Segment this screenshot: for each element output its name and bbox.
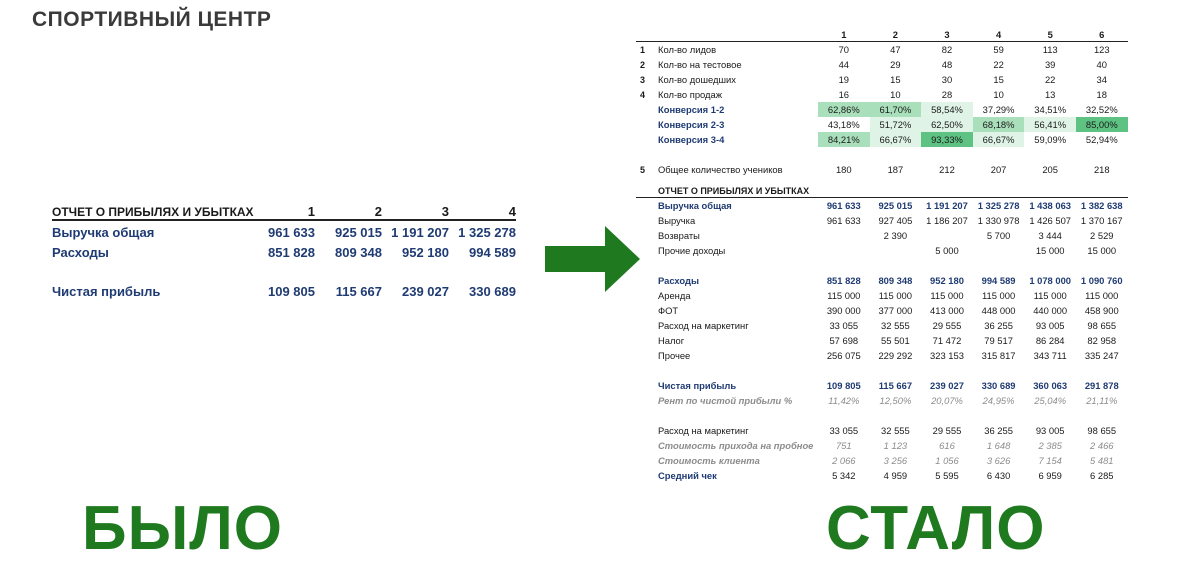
net-profit-row (636, 378, 1128, 393)
table-cell: 57 698 (829, 335, 859, 346)
table-cell: 34,51% (1034, 104, 1067, 115)
table-cell: 3 256 (883, 455, 908, 466)
row-label: Рент по чистой прибыли % (658, 395, 793, 406)
table-cell: 2 390 (883, 230, 908, 241)
table-cell: 5 595 (935, 470, 959, 481)
table-cell: 59,09% (1034, 134, 1067, 145)
table-cell: 1 382 638 (1080, 200, 1123, 211)
table-cell: 1 438 063 (1029, 200, 1072, 211)
table-cell: 218 (1093, 164, 1110, 175)
row-label: Чистая прибыль (52, 284, 161, 300)
table-cell: 29 555 (932, 320, 962, 331)
table-cell: 12,50% (879, 395, 912, 406)
pl-title: ОТЧЕТ О ПРИБЫЛЯХ И УБЫТКАХ (658, 185, 810, 196)
table-cell: 19 (838, 74, 850, 85)
table-cell: 1 325 278 (977, 200, 1020, 211)
table-cell: 37,29% (982, 104, 1015, 115)
row-label: Налог (658, 335, 685, 346)
table-cell: 59 (993, 44, 1004, 55)
table-cell: 28 (941, 89, 953, 100)
table-cell: 1 648 (986, 440, 1011, 451)
table-cell: 7 154 (1038, 455, 1062, 466)
table-row (636, 213, 1128, 228)
table-cell: 66,67% (870, 132, 922, 147)
row-label: Стоимость прихода на пробное (658, 440, 814, 451)
table-cell: 1 191 207 (391, 225, 449, 241)
table-cell: 115 000 (981, 290, 1016, 301)
row-label: Аренда (658, 290, 691, 301)
table-cell: 440 000 (1033, 305, 1068, 316)
table-cell: 86 284 (1035, 335, 1065, 346)
expenses-total-row (636, 273, 1128, 288)
table-cell: 82 (941, 44, 953, 55)
table-cell: 4 959 (883, 470, 908, 481)
column-header: 1 (841, 29, 847, 40)
table-cell: 93,33% (921, 132, 973, 147)
row-number: 5 (640, 164, 646, 175)
row-label: Конверсия 1-2 (658, 104, 725, 115)
table-cell: 330 689 (981, 380, 1016, 391)
column-header: 5 (1047, 29, 1053, 40)
table-cell: 2 529 (1090, 230, 1114, 241)
row-label: Расходы (658, 275, 699, 286)
table-cell: 205 (1042, 164, 1058, 175)
table-cell: 1 325 278 (458, 225, 516, 241)
conversion-row (636, 102, 1128, 117)
table-cell: 10 (890, 89, 901, 100)
table-row (636, 468, 1128, 483)
table-cell: 994 589 (469, 244, 516, 260)
before-report (52, 204, 516, 302)
table-cell: 33 055 (829, 425, 859, 436)
table-cell: 21,11% (1086, 395, 1118, 406)
table-cell: 6 430 (986, 470, 1011, 481)
table-cell: 751 (835, 440, 852, 451)
after-report (636, 28, 1128, 483)
table-cell: 2 066 (832, 455, 856, 466)
table-cell: 123 (1093, 44, 1110, 55)
table-cell: 40 (1096, 59, 1107, 70)
table-cell: 809 348 (335, 244, 382, 260)
table-header (636, 28, 1128, 42)
table-cell: 1 370 167 (1080, 215, 1123, 226)
row-label: Общее количество учеников (658, 164, 783, 175)
table-cell: 315 817 (981, 350, 1016, 361)
table-cell: 62,50% (921, 117, 973, 132)
row-number: 3 (640, 74, 646, 85)
row-label: Конверсия 2-3 (658, 119, 725, 130)
row-label: Возвраты (658, 230, 700, 241)
table-cell: 85,00% (1076, 117, 1128, 132)
column-header: 4 (995, 29, 1002, 40)
table-cell: 377 000 (878, 305, 913, 316)
before-report-header (52, 204, 516, 221)
table-row (636, 57, 1128, 72)
table-cell: 47 (890, 44, 901, 55)
table-cell: 229 292 (878, 350, 913, 361)
table-cell: 239 027 (402, 284, 449, 300)
table-cell: 113 (1042, 44, 1058, 55)
table-cell: 390 000 (826, 305, 861, 316)
conversion-row (636, 117, 1128, 132)
table-row (636, 333, 1128, 348)
row-label: Прочие доходы (658, 245, 726, 256)
table-cell: 20,07% (931, 395, 963, 406)
table-cell: 323 153 (930, 350, 964, 361)
table-row (636, 423, 1128, 438)
table-row (636, 228, 1128, 243)
table-cell: 25,04% (1034, 395, 1067, 406)
table-cell: 15 (890, 74, 901, 85)
table-cell: 1 330 978 (977, 215, 1020, 226)
row-label: Выручка общая (52, 225, 155, 241)
table-cell: 851 828 (826, 275, 861, 286)
page-title: СПОРТИВНЫЙ ЦЕНТР (32, 8, 272, 31)
table-cell: 15 (993, 74, 1004, 85)
table-cell: 2 385 (1038, 440, 1062, 451)
table-cell: 413 000 (930, 305, 964, 316)
table-cell: 22 (1044, 74, 1056, 85)
table-cell: 5 342 (832, 470, 856, 481)
table-cell: 925 015 (878, 200, 913, 211)
table-row (636, 318, 1128, 333)
table-cell: 82 958 (1087, 335, 1117, 346)
row-label: Кол-во дошедших (658, 74, 736, 85)
pl-header (636, 184, 1128, 198)
table-cell: 109 805 (268, 284, 315, 300)
table-cell: 13 (1044, 89, 1056, 100)
table-cell: 55 501 (881, 335, 910, 346)
revenue-total-row (636, 198, 1128, 213)
table-cell: 22 (993, 59, 1004, 70)
table-cell: 52,94% (1085, 134, 1118, 145)
table-cell: 58,54% (921, 102, 973, 117)
row-label: Стоимость клиента (658, 455, 760, 466)
spacer (636, 147, 1128, 162)
table-row (636, 243, 1128, 258)
table-cell: 212 (939, 164, 955, 175)
table-cell: 115 667 (878, 380, 913, 391)
table-row (636, 438, 1128, 453)
table-cell: 187 (887, 164, 904, 175)
before-net-profit-row (52, 282, 516, 302)
table-row (636, 42, 1128, 57)
table-cell: 5 481 (1090, 455, 1114, 466)
table-cell: 952 180 (930, 275, 964, 286)
table-cell: 1 090 760 (1080, 275, 1123, 286)
table-cell: 32 555 (881, 320, 910, 331)
table-cell: 36 255 (984, 425, 1013, 436)
table-cell: 33 055 (829, 320, 859, 331)
before-revenue-row (52, 223, 516, 243)
table-cell: 1 056 (935, 455, 959, 466)
row-label: Кол-во продаж (658, 89, 723, 100)
table-cell: 44 (838, 59, 850, 70)
table-cell: 15 000 (1035, 245, 1065, 256)
table-row (636, 87, 1128, 102)
table-cell: 952 180 (402, 244, 449, 260)
table-cell: 29 (890, 59, 901, 70)
conversion-row (636, 132, 1128, 147)
table-cell: 851 828 (268, 244, 315, 260)
column-header: 3 (944, 29, 950, 40)
table-cell: 51,72% (870, 117, 922, 132)
column-header: 4 (508, 204, 516, 219)
table-cell: 34 (1096, 74, 1107, 85)
table-cell: 180 (835, 164, 852, 175)
table-cell: 5 000 (935, 245, 959, 256)
table-cell: 239 027 (930, 380, 964, 391)
table-cell: 343 711 (1033, 350, 1067, 361)
table-cell: 56,41% (1024, 117, 1076, 132)
table-cell: 207 (990, 164, 1007, 175)
table-cell: 93 005 (1035, 425, 1065, 436)
table-cell: 79 517 (984, 335, 1013, 346)
table-cell: 48 (941, 59, 953, 70)
table-cell: 256 075 (826, 350, 861, 361)
table-cell: 39 (1044, 59, 1056, 70)
table-cell: 29 555 (932, 425, 962, 436)
spacer (636, 408, 1128, 423)
table-cell: 5 700 (986, 230, 1011, 241)
table-cell: 70 (838, 44, 850, 55)
column-header: 1 (307, 204, 315, 219)
row-label: Выручка общая (658, 200, 732, 211)
row-label: Расход на маркетинг (658, 425, 749, 436)
table-cell: 115 000 (930, 290, 964, 301)
table-cell: 330 689 (469, 284, 516, 300)
spacer (636, 363, 1128, 378)
row-label: Расход на маркетинг (658, 320, 749, 331)
table-cell: 115 000 (878, 290, 912, 301)
table-cell: 1 186 207 (926, 215, 968, 226)
row-label: Расходы (52, 244, 109, 260)
row-number: 4 (640, 89, 646, 100)
table-cell: 335 247 (1084, 350, 1119, 361)
column-header: 6 (1099, 29, 1105, 40)
table-cell: 360 063 (1033, 380, 1068, 391)
table-cell: 1 078 000 (1029, 275, 1072, 286)
table-cell: 1 191 207 (926, 200, 968, 211)
table-row (636, 72, 1128, 87)
table-cell: 3 626 (986, 455, 1011, 466)
table-cell: 291 878 (1084, 380, 1119, 391)
table-cell: 961 633 (826, 215, 861, 226)
before-report-title: ОТЧЕТ О ПРИБЫЛЯХ И УБЫТКАХ (52, 204, 254, 219)
after-label: СТАЛО (826, 494, 1046, 563)
table-cell: 927 405 (878, 215, 913, 226)
table-cell: 6 285 (1090, 470, 1114, 481)
table-cell: 66,67% (973, 132, 1025, 147)
table-cell: 1 426 507 (1029, 215, 1072, 226)
row-number: 1 (640, 44, 646, 55)
table-cell: 93 005 (1035, 320, 1065, 331)
spacer (636, 258, 1128, 273)
table-cell: 3 444 (1038, 230, 1062, 241)
table-cell: 109 805 (826, 380, 861, 391)
row-label: Выручка (658, 215, 696, 226)
row-label: Чистая прибыль (658, 380, 737, 391)
table-cell: 115 000 (827, 290, 861, 301)
row-label: Конверсия 3-4 (658, 134, 725, 145)
table-cell: 961 633 (268, 225, 315, 241)
table-cell: 458 900 (1084, 305, 1119, 316)
table-cell: 809 348 (878, 275, 913, 286)
table-cell: 32 555 (881, 425, 910, 436)
table-cell: 18 (1096, 89, 1107, 100)
table-cell: 994 589 (981, 275, 1016, 286)
table-row (636, 303, 1128, 318)
table-cell: 62,86% (818, 102, 870, 117)
table-cell: 61,70% (870, 102, 922, 117)
table-cell: 616 (939, 440, 955, 451)
table-cell: 68,18% (973, 117, 1025, 132)
table-cell: 115 000 (1085, 290, 1119, 301)
table-cell: 115 000 (1033, 290, 1067, 301)
table-row (636, 453, 1128, 468)
table-cell: 115 667 (335, 284, 382, 300)
right-arrow-icon (545, 226, 640, 292)
table-cell: 925 015 (335, 225, 382, 241)
table-row (636, 348, 1128, 363)
table-cell: 11,42% (828, 395, 860, 406)
table-cell: 84,21% (818, 132, 870, 147)
row-label: Кол-во на тестовое (658, 59, 742, 70)
table-cell: 448 000 (981, 305, 1016, 316)
table-cell: 98 655 (1087, 425, 1117, 436)
row-label: Средний чек (658, 470, 717, 481)
table-cell: 71 472 (932, 335, 962, 346)
column-header: 3 (441, 204, 449, 219)
row-label: ФОТ (658, 305, 679, 316)
table-cell: 43,18% (827, 119, 860, 130)
table-cell: 1 123 (883, 440, 908, 451)
table-cell: 16 (838, 89, 850, 100)
row-label: Кол-во лидов (658, 44, 717, 55)
table-cell: 2 466 (1090, 440, 1114, 451)
net-margin-row (636, 393, 1128, 408)
column-header: 2 (892, 29, 898, 40)
table-cell: 36 255 (984, 320, 1013, 331)
before-label: БЫЛО (82, 494, 283, 563)
column-header: 2 (374, 204, 382, 219)
table-cell: 98 655 (1087, 320, 1117, 331)
row-label: Прочее (658, 350, 691, 361)
table-cell: 24,95% (982, 395, 1015, 406)
table-cell: 6 959 (1038, 470, 1062, 481)
table-cell: 961 633 (826, 200, 861, 211)
before-expenses-row (52, 243, 516, 263)
students-row (636, 162, 1128, 177)
table-cell: 15 000 (1087, 245, 1117, 256)
table-cell: 32,52% (1085, 104, 1118, 115)
row-number: 2 (640, 59, 646, 70)
spacer (636, 177, 1128, 184)
table-cell: 10 (993, 89, 1004, 100)
table-cell: 30 (941, 74, 953, 85)
table-row (636, 288, 1128, 303)
